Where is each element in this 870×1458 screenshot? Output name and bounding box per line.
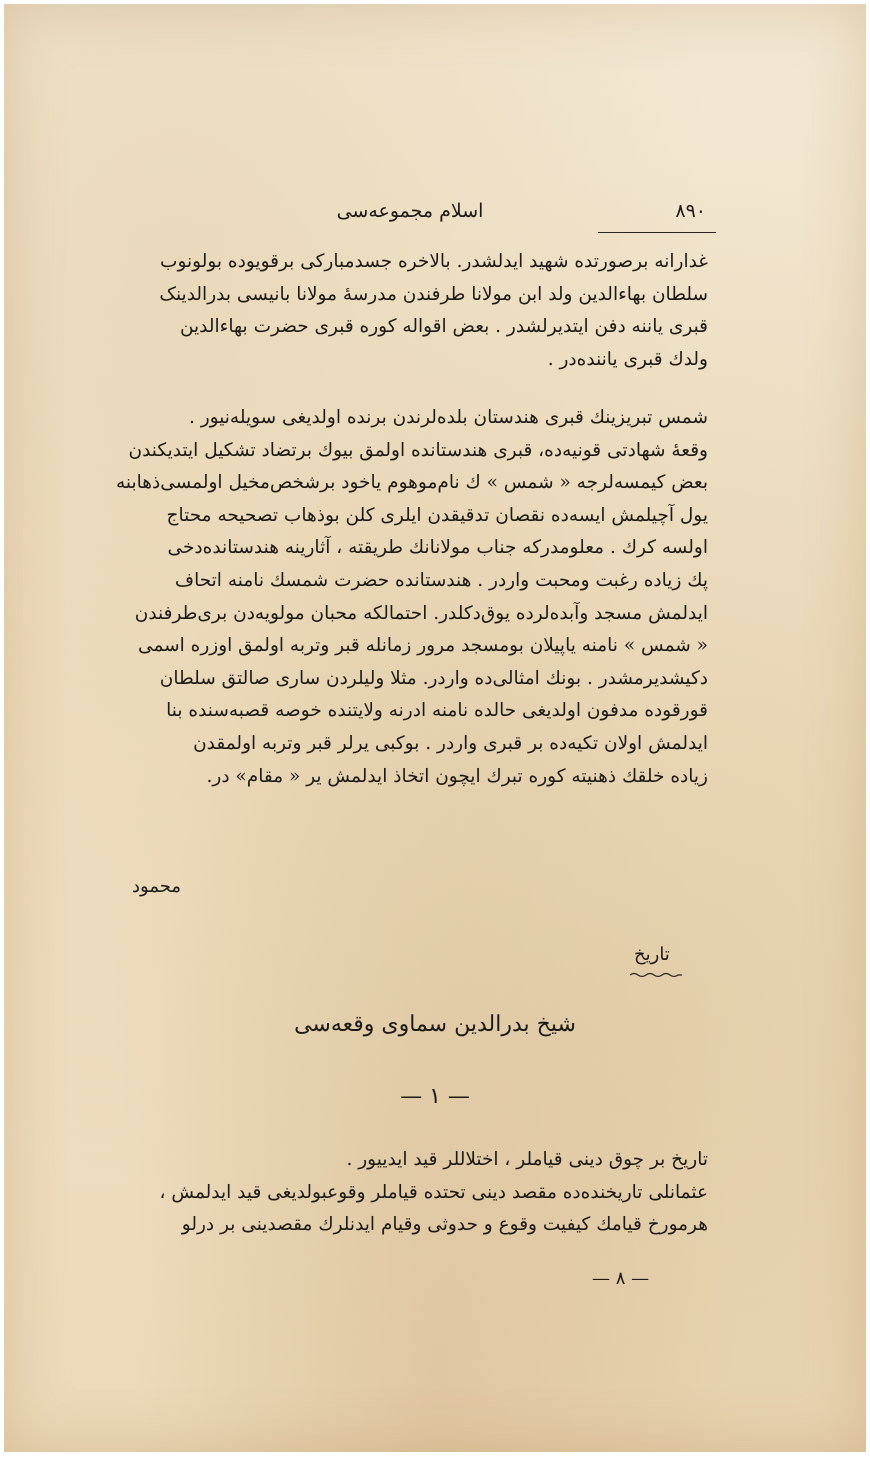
article-title: شیخ بدرالدین سماوی وقعه‌سی — [294, 1012, 576, 1037]
page-number: ۸۹۰ — [675, 200, 706, 222]
text-line: غدارانه برصورتده شهید ایدلشدر. بالاخره جسدمبارکی برقویوده بولونوب — [160, 251, 708, 272]
page-header — [104, 200, 716, 230]
text-line: وقعهٔ شهادتی قونیه‌ده، قبری هندستانده اولمق بیوك برتضاد تشکیل ایتدیکندن — [128, 439, 708, 461]
paragraph-3 — [108, 1144, 708, 1242]
running-title: اسلام مجموعه‌سی — [336, 200, 484, 222]
author-signature: محمود — [132, 876, 181, 897]
section-underline — [630, 972, 682, 978]
footer-page-marker: — ۸ — — [592, 1268, 650, 1289]
text-line: ایدلمش مسجد وآبده‌لرده یوق‌دکلدر. احتمالکه محبان مولویه‌دن بری‌طرفندن — [134, 602, 708, 624]
paragraph-2 — [108, 402, 708, 793]
text-line: قبری یاننه دفن ایتدیرلشدر . بعض اقواله کوره قبری حضرت بهاءالدین — [179, 316, 708, 338]
text-line: ولدك قبری یاننده‌در . — [547, 348, 708, 370]
text-line: اولسه کرك . معلومدرکه جناب مولانانك طریقته ، آثارینه هندستانده‌دخی — [167, 537, 708, 559]
text-line: دکیشدیرمشدر . بونك امثالی‌ده واردر. مثلا ولیلردن ساری صالتق سلطان — [159, 667, 708, 689]
text-line: قورقوده مدفون اولدیغی حالده نامنه ادرنه ولایتنده خوصه قصبه‌سنده بنا — [166, 700, 708, 722]
text-line: تاریخ بر چوق دینی قیاملر ، اختلاللر قید ایدییور . — [346, 1149, 708, 1170]
text-line: عثمانلی تاریخنده‌ده مقصد دینی تحتده قیاملر وقوعبولدیغی قید ایدلمش ، — [159, 1181, 708, 1203]
text-line: شمس تبریزینك قبری هندستان بلده‌لرندن برنده اولدیغی سویله‌نیور . — [188, 407, 708, 428]
text-line: زیاده خلقك ذهنیته کوره تبرك ایچون اتخاذ ایدلمش یر « مقام» در. — [206, 765, 708, 787]
header-rule — [598, 232, 716, 233]
text-line: بعض کیمسه‌لرجه « شمس » ك نام‌موهوم یاخود برشخص‌مخیل اولمسی‌ذهابنه — [115, 472, 708, 494]
text-line: هرمورخ قیامك کیفیت وقوع و حدوثی وقیام ایدنلرك مقصدینی بر درلو — [181, 1214, 708, 1236]
text-line: یول آچیلمش ایسه‌ده نقصان تدقیقدن ایلری کلن بوذهاب تصحیحه محتاج — [166, 504, 708, 526]
paragraph-1 — [108, 246, 708, 376]
text-line: ایدلمش اولان تکیه‌ده بر قبری واردر . بوکبی یرلر قبر وتربه اولمقدن — [193, 732, 708, 754]
text-line: سلطان بهاءالدین ولد ابن مولانا طرفندن مدرسهٔ مولانا بانیسی بدرالدینک — [159, 283, 708, 305]
section-label: تاریخ — [634, 944, 670, 965]
document-page — [4, 4, 866, 1452]
chapter-number: — ۱ — — [400, 1084, 470, 1109]
text-line: « شمس » نامنه یاپیلان بومسجد مرور زمانله قبر وتربه اولمق اوزره اسمی — [138, 635, 708, 657]
text-line: پك زیاده رغبت ومحبت واردر . هندستانده حضرت شمسك نامنه اتحاف — [174, 569, 708, 591]
